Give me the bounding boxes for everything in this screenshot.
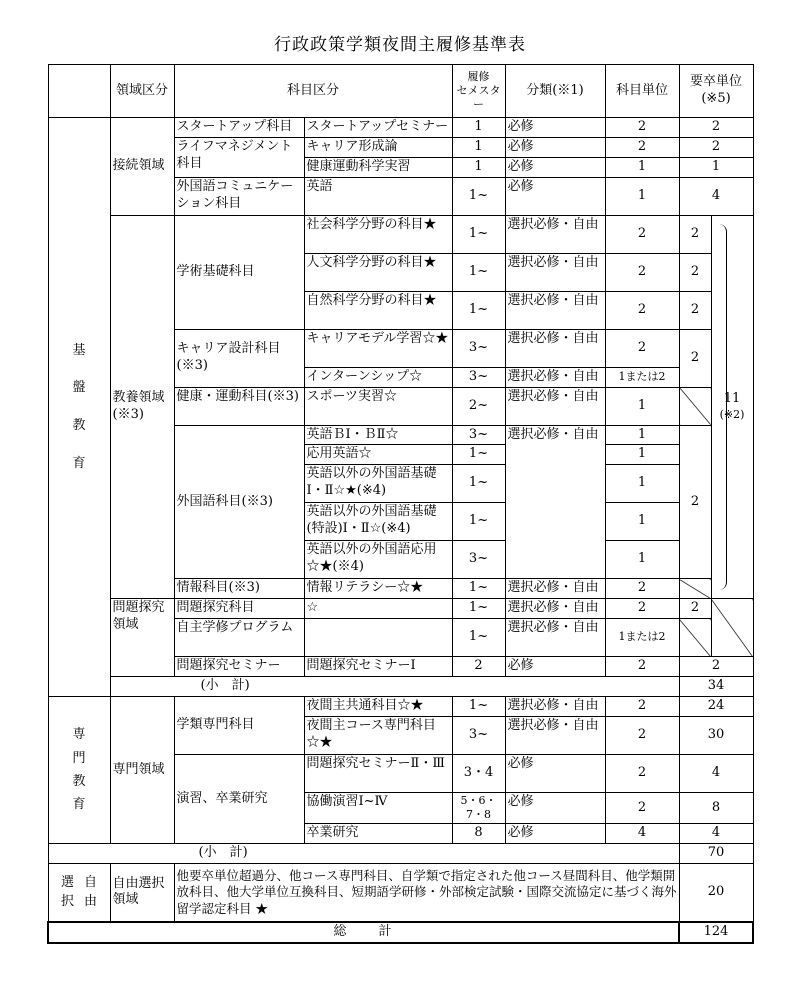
subject-group: 情報科目(※3) xyxy=(174,579,304,599)
semester-cell: 1~ xyxy=(452,503,505,541)
subject-name: 卒業研究 xyxy=(304,824,452,844)
table-row xyxy=(48,599,753,619)
table-row xyxy=(48,864,753,922)
subtotal-row xyxy=(48,844,753,864)
required-cell: 2 xyxy=(679,657,753,677)
category-cell: 必修 xyxy=(505,754,605,792)
units-cell: 2 xyxy=(605,696,679,716)
units-cell: 2 xyxy=(605,579,679,599)
semester-cell: 1 xyxy=(452,118,505,138)
required-cell: 2 xyxy=(679,425,711,579)
subject-name: キャリアモデル学習☆★ xyxy=(304,329,452,367)
subject-name: 夜間主共通科目☆★ xyxy=(304,696,452,716)
subtotal-label: (小 計) xyxy=(110,677,679,697)
subject-name: 人文科学分野の科目★ xyxy=(304,253,452,291)
subject-group: 外国語コミュニケーション科目 xyxy=(174,177,304,215)
subject-name: 応用英語☆ xyxy=(304,445,452,465)
semester-cell: 1~ xyxy=(452,599,505,619)
subtotal-value: 34 xyxy=(679,677,753,697)
subject-name: 健康運動科学実習 xyxy=(304,157,452,177)
subtotal-value: 70 xyxy=(679,844,753,864)
semester-cell: 3・4 xyxy=(452,754,505,792)
units-cell: 1 xyxy=(605,387,679,425)
total-label: 総 計 xyxy=(48,922,679,943)
units-cell: 1 xyxy=(605,503,679,541)
semester-cell: 1~ xyxy=(452,177,505,215)
units-cell: 2 xyxy=(605,657,679,677)
units-cell: 2 xyxy=(605,253,679,291)
category-cell: 選択必修・自由 xyxy=(505,599,605,619)
section-senmon: 専 門 教 育 xyxy=(48,696,110,843)
required-cell: 4 xyxy=(679,824,753,844)
semester-cell: 1~ xyxy=(452,696,505,716)
subject-group: 問題探究セミナー xyxy=(174,657,304,677)
semester-cell: 3~ xyxy=(452,716,505,754)
subject-group: 学術基礎科目 xyxy=(174,215,304,329)
required-cell: 2 xyxy=(679,291,711,329)
subject-name: 夜間主コース専門科目☆★ xyxy=(304,716,452,754)
units-cell: 2 xyxy=(605,792,679,824)
semester-cell: 1~ xyxy=(452,215,505,253)
units-cell: 1 xyxy=(605,541,679,579)
subject-group: キャリア設計科目(※3) xyxy=(174,329,304,387)
units-cell: 2 xyxy=(605,118,679,138)
subject-name: インターンシップ☆ xyxy=(304,367,452,387)
kyoyo-total-cell xyxy=(711,215,753,599)
units-cell: 2 xyxy=(605,215,679,253)
jiyu-description: 他要卒単位超過分、他コース専門科目、自学類で指定された他コース昼間科目、他学類開放科目、他大学単位互換科目、短期語学研修・外部検定試験・国際交流協定に基づく海外留学認定科目 ★ xyxy=(174,864,679,922)
subject-name: 英語 xyxy=(304,177,452,215)
subtotal-label: (小 計) xyxy=(48,844,679,864)
units-cell: 1 xyxy=(605,465,679,503)
subject-name: ☆ xyxy=(304,599,452,619)
diagonal-cell xyxy=(679,619,711,657)
semester-cell: 3~ xyxy=(452,329,505,367)
subject-name: 社会科学分野の科目★ xyxy=(304,215,452,253)
semester-cell: 3~ xyxy=(452,425,505,445)
subject-name: 問題探究セミナーⅠ xyxy=(304,657,452,677)
category-cell: 選択必修・自由 xyxy=(505,291,605,329)
units-cell: 1 xyxy=(605,445,679,465)
semester-cell: 2 xyxy=(452,657,505,677)
units-cell: 2 xyxy=(605,291,679,329)
category-cell: 必修 xyxy=(505,157,605,177)
page-title: 行政政策学類夜間主履修基準表 xyxy=(274,35,526,55)
required-cell: 2 xyxy=(679,118,753,138)
brace-shape xyxy=(718,224,727,591)
category-cell: 選択必修・自由 xyxy=(505,716,605,754)
subject-name: 協働演習Ⅰ~Ⅳ xyxy=(304,792,452,824)
table-row xyxy=(48,696,753,716)
category-cell: 必修 xyxy=(505,137,605,157)
header-blank xyxy=(48,65,110,118)
subject-name: 英語ＢⅠ・ＢⅡ☆ xyxy=(304,425,452,445)
header-required: 要卒単位 (※5) xyxy=(679,65,753,118)
required-cell: 20 xyxy=(679,864,753,922)
curriculum-table xyxy=(47,64,754,944)
semester-cell: 1~ xyxy=(452,253,505,291)
required-cell: 4 xyxy=(679,754,753,792)
subject-name: 情報リテラシー☆★ xyxy=(304,579,452,599)
units-cell: 2 xyxy=(605,716,679,754)
units-cell: 2 xyxy=(605,137,679,157)
subject-group: スタートアップ科目 xyxy=(174,118,304,138)
section-jiyu xyxy=(48,864,110,922)
subject-name: スポーツ実習☆ xyxy=(304,387,452,425)
kyoyo-total-note: (※2) xyxy=(719,408,745,422)
units-cell: 2 xyxy=(605,329,679,367)
required-cell: 2 xyxy=(679,215,711,253)
subject-name: 英語以外の外国語基礎Ⅰ・Ⅱ☆★(※4) xyxy=(304,465,452,503)
header-category: 分類(※1) xyxy=(505,65,605,118)
domain-mondai: 問題探究領域 xyxy=(110,599,174,677)
subject-group: 自主学修プログラム xyxy=(174,619,304,657)
total-value: 124 xyxy=(679,922,753,943)
table-row xyxy=(48,215,753,253)
required-cell: 2 xyxy=(679,329,711,387)
category-cell: 選択必修・自由 xyxy=(505,329,605,367)
section-jiyu-col1: 選 択 xyxy=(60,874,74,910)
diagonal-cell xyxy=(679,579,711,599)
category-cell: 選択必修・自由 xyxy=(505,367,605,387)
units-cell: 1または2 xyxy=(605,367,679,387)
required-cell: 8 xyxy=(679,792,753,824)
subject-group: 学類専門科目 xyxy=(174,696,304,754)
semester-cell: 2~ xyxy=(452,387,505,425)
subject-name xyxy=(304,619,452,657)
semester-cell: 1~ xyxy=(452,619,505,657)
category-cell: 必修 xyxy=(505,177,605,215)
category-cell: 必修 xyxy=(505,792,605,824)
semester-cell: 1~ xyxy=(452,465,505,503)
category-cell: 選択必修・自由 xyxy=(505,253,605,291)
subject-group: ライフマネジメント科目 xyxy=(174,137,304,177)
category-cell: 選択必修・自由 xyxy=(505,215,605,253)
units-cell: 2 xyxy=(605,754,679,792)
subject-name: 英語以外の外国語基礎(特設)Ⅰ・Ⅱ☆(※4) xyxy=(304,503,452,541)
kyoyo-total: 11 xyxy=(723,391,741,407)
required-cell: 2 xyxy=(679,253,711,291)
semester-cell: 8 xyxy=(452,824,505,844)
total-row xyxy=(48,922,753,943)
units-cell: 1 xyxy=(605,425,679,445)
category-cell: 選択必修・自由 xyxy=(505,579,605,599)
header-domain: 領域区分 xyxy=(110,65,174,118)
units-cell: 1または2 xyxy=(605,619,679,657)
domain-setsuzoku: 接続領域 xyxy=(110,118,174,216)
domain-senmon: 専門領域 xyxy=(110,696,174,843)
required-cell: 2 xyxy=(679,599,711,619)
diagonal-cell xyxy=(679,387,711,425)
subject-name: キャリア形成論 xyxy=(304,137,452,157)
semester-cell: 3~ xyxy=(452,541,505,579)
required-cell: 4 xyxy=(679,177,753,215)
semester-cell: 3~ xyxy=(452,367,505,387)
subject-name: 自然科学分野の科目★ xyxy=(304,291,452,329)
semester-cell: 1~ xyxy=(452,445,505,465)
category-cell: 選択必修・自由 xyxy=(505,425,605,579)
required-cell: 2 xyxy=(679,137,753,157)
category-cell: 選択必修・自由 xyxy=(505,696,605,716)
domain-jiyu: 自由選択領域 xyxy=(110,864,174,922)
subject-name: 問題探究セミナーⅡ・Ⅲ xyxy=(304,754,452,792)
header-row xyxy=(48,65,753,118)
subject-group: 健康・運動科目(※3) xyxy=(174,387,304,425)
diagonal-cell xyxy=(711,599,753,657)
semester-cell: 5・6・7・8 xyxy=(452,792,505,824)
category-cell: 選択必修・自由 xyxy=(505,619,605,657)
semester-cell: 1~ xyxy=(452,579,505,599)
subject-name: スタートアップセミナー xyxy=(304,118,452,138)
category-cell: 必修 xyxy=(505,824,605,844)
units-cell: 4 xyxy=(605,824,679,844)
header-units: 科目単位 xyxy=(605,65,679,118)
category-cell: 必修 xyxy=(505,118,605,138)
semester-cell: 1 xyxy=(452,137,505,157)
category-cell: 選択必修・自由 xyxy=(505,387,605,425)
semester-cell: 1 xyxy=(452,157,505,177)
subtotal-row xyxy=(48,677,753,697)
units-cell: 2 xyxy=(605,599,679,619)
section-kiban: 基 盤 教 育 xyxy=(48,118,110,697)
units-cell: 1 xyxy=(605,157,679,177)
header-subject: 科目区分 xyxy=(174,65,452,118)
required-cell: 1 xyxy=(679,157,753,177)
units-cell: 1 xyxy=(605,177,679,215)
semester-cell: 1~ xyxy=(452,291,505,329)
subject-group: 問題探究科目 xyxy=(174,599,304,619)
section-jiyu-col2: 自 由 xyxy=(84,874,98,910)
domain-kyoyo: 教養領域(※3) xyxy=(110,215,174,599)
header-semester: 履修 セメスタ ー xyxy=(452,65,505,118)
subject-name: 英語以外の外国語応用☆★(※4) xyxy=(304,541,452,579)
category-cell: 必修 xyxy=(505,657,605,677)
subject-group: 外国語科目(※3) xyxy=(174,425,304,579)
table-row xyxy=(48,118,753,138)
required-cell: 30 xyxy=(679,716,753,754)
subject-group: 演習、卒業研究 xyxy=(174,754,304,843)
required-cell: 24 xyxy=(679,696,753,716)
